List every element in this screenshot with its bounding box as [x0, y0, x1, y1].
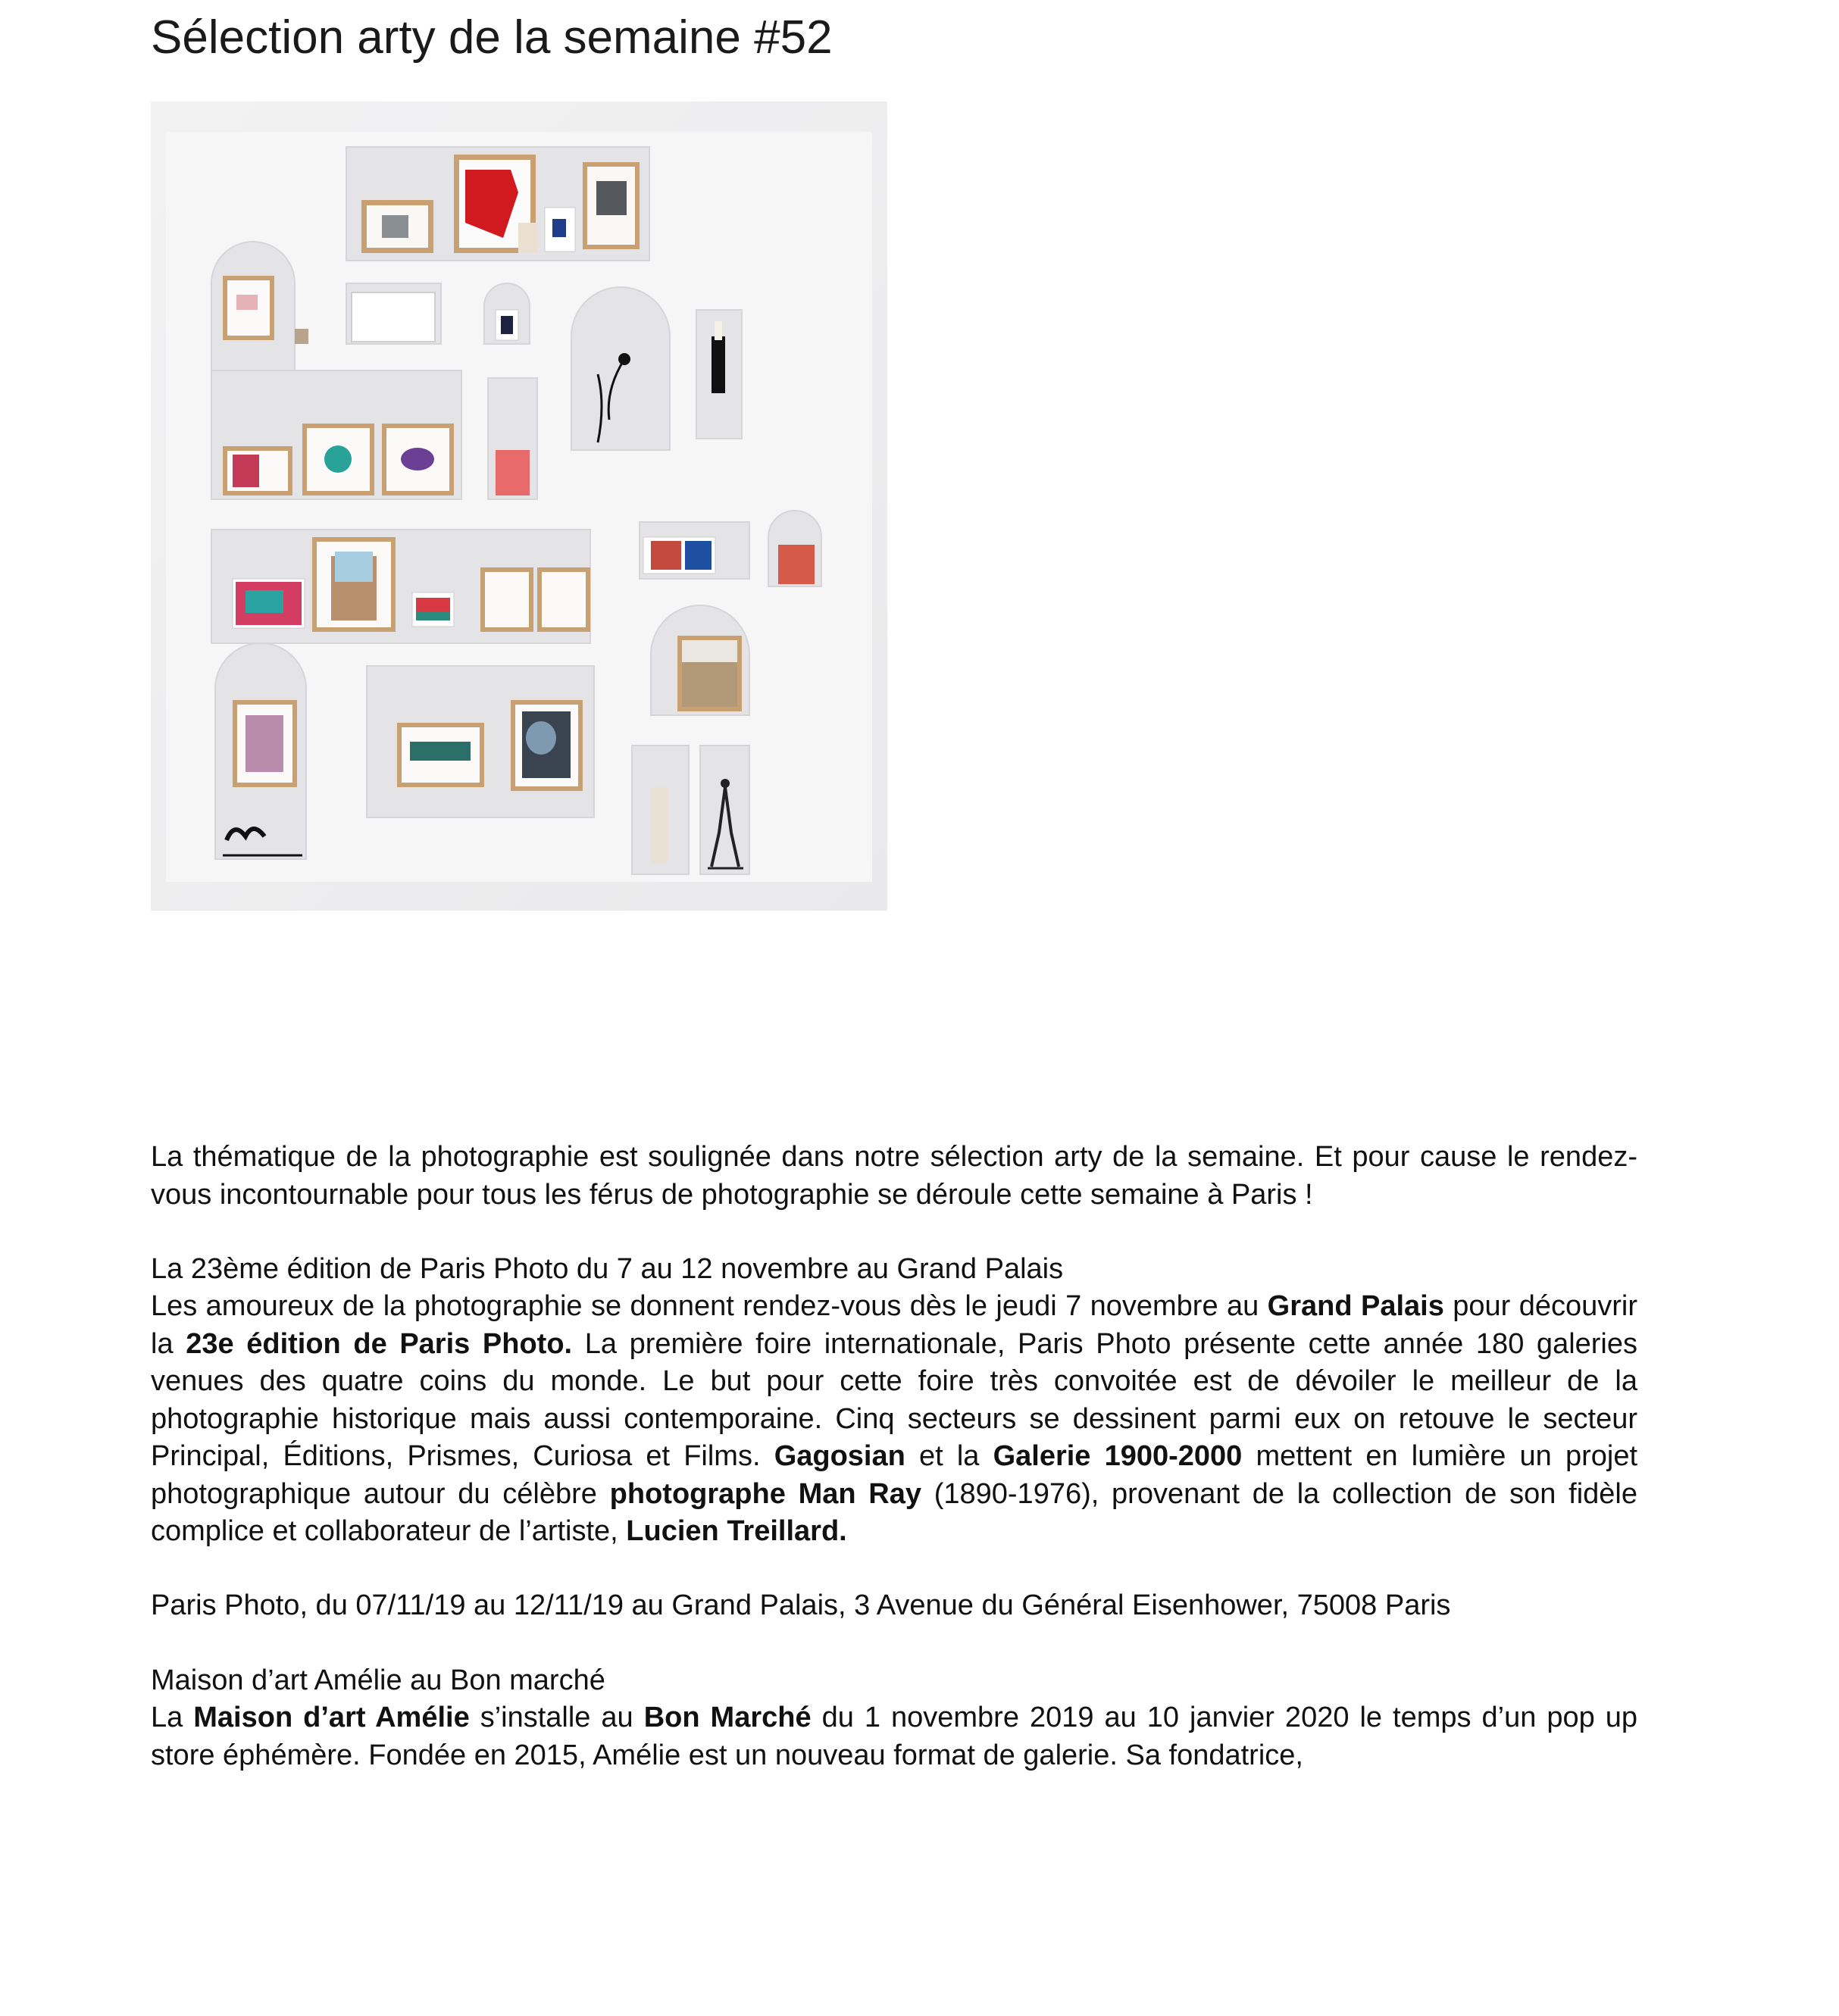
maison-amelie-paragraph: La Maison d’art Amélie s’installe au Bon Marché du 1 novembre 2019 au 10 janvier 2020 le temps d’un pop up store éphémère. Fondée en 2015, Amélie est un nouveau format de galerie. Sa fondatrice, [151, 1702, 1637, 1771]
bold-galerie: Galerie 1900-2000 [993, 1440, 1243, 1472]
paris-photo-info: Paris Photo, du 07/11/19 au 12/11/19 au Grand Palais, 3 Avenue du Général Eisenhower, 75008 Paris [151, 1589, 1451, 1621]
bold-gagosian: Gagosian [774, 1440, 905, 1472]
section-heading-paris-photo: La 23ème édition de Paris Photo du 7 au 12 novembre au Grand Palais [151, 1253, 1064, 1285]
intro-paragraph: La thématique de la photographie est soulignée dans notre sélection arty de la semaine. Et pour cause le rendez-vous incontournable pour tous les férus de photographie se déroule cette semaine à Paris ! [151, 1141, 1637, 1211]
section-heading-maison-amelie: Maison d’art Amélie au Bon marché [151, 1664, 605, 1696]
bold-man-ray: photographe Man Ray [609, 1477, 921, 1510]
bold-lucien-treillard: Lucien Treillard. [626, 1515, 847, 1547]
bold-edition: 23e édition de Paris Photo. [186, 1327, 573, 1360]
paris-photo-paragraph: Les amoureux de la photographie se donnent rendez-vous dès le jeudi 7 novembre au Grand Palais pour découvrir la 23e édition de Paris Photo. La première foire internationale, Paris Photo présente cette année 180 galeries venues des quatre coins du monde. Le but pour cette foire très convoitée est de dévoiler le meilleur de la photographie historique mais aussi contemporaine. Cinq secteurs se dessinent parmi eux on retouve le secteur Principal, Éditions, Prismes, Curiosa et Films. Gagosian et la Galerie 1900-2000 mettent en lumière un projet photographique autour du célèbre photographe Man Ray (1890-1976), provenant de la collection de son fidèle complice et collaborateur de l’artiste, Lucien Treillard. [151, 1290, 1638, 1547]
bold-maison-amelie: Maison d’art Amélie [193, 1702, 470, 1733]
bold-grand-palais: Grand Palais [1267, 1290, 1444, 1322]
bold-bon-marche: Bon Marché [643, 1702, 812, 1733]
gallery-wall-photo [151, 102, 887, 911]
page-title: Sélection arty de la semaine #52 [151, 11, 833, 64]
